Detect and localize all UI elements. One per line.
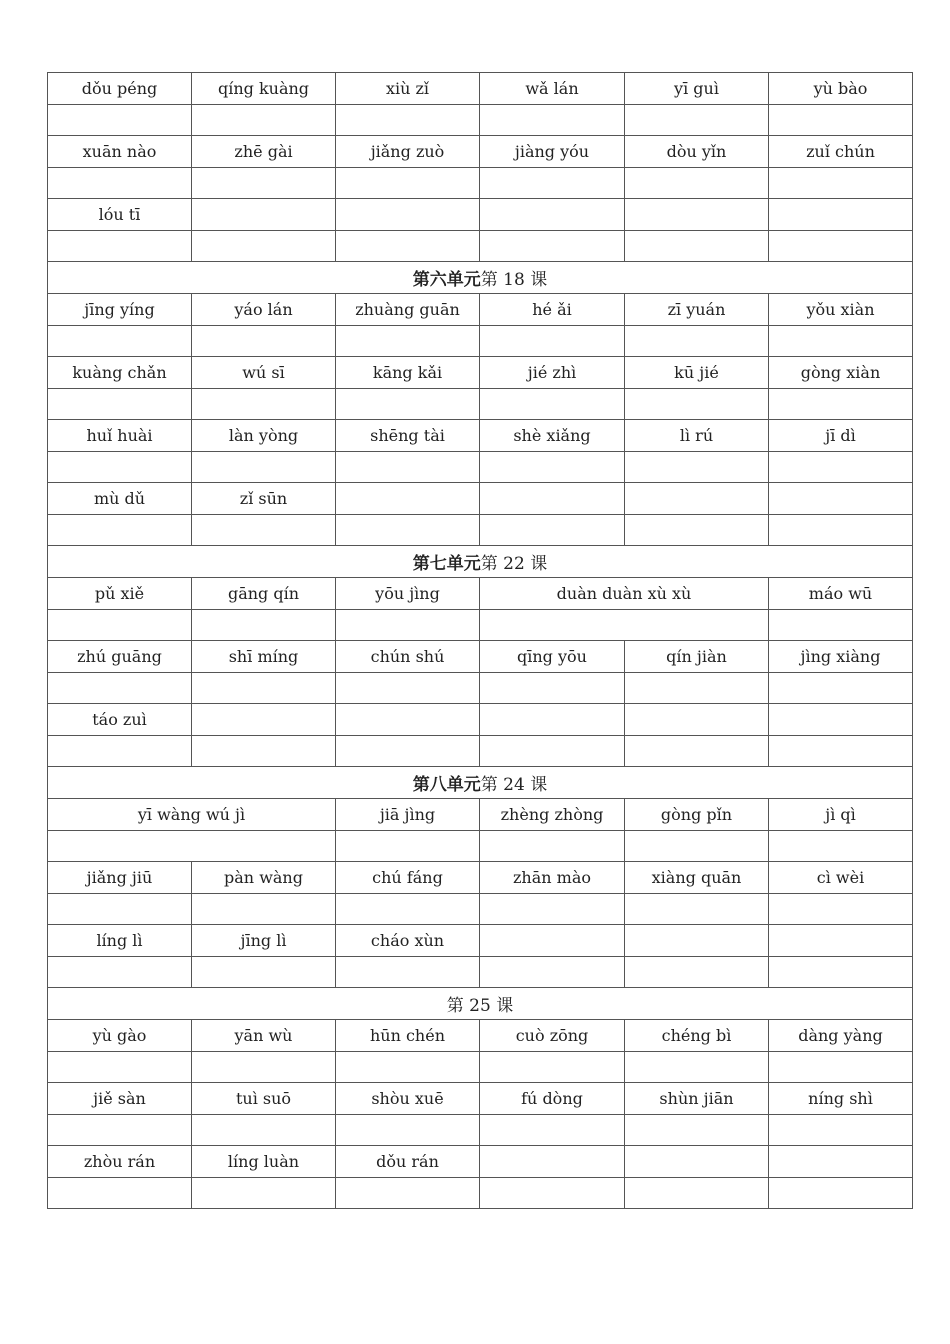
pinyin-cell: dǒu rán [336,1146,480,1178]
answer-box[interactable] [48,1178,192,1209]
pinyin-cell: wú sī [192,357,336,389]
lesson-heading-row [48,767,913,799]
writing-row [48,389,913,420]
answer-box[interactable] [480,389,625,420]
answer-box[interactable] [480,515,625,546]
pinyin-cell: duàn duàn xù xù [480,578,769,610]
answer-box[interactable] [192,957,336,988]
answer-box[interactable] [480,673,625,704]
answer-box[interactable] [769,1115,913,1146]
lesson-heading [48,988,913,1020]
answer-box[interactable] [625,831,769,862]
empty-pinyin-cell [625,925,769,957]
pinyin-cell: gāng qín [192,578,336,610]
answer-box[interactable] [48,389,192,420]
answer-box[interactable] [192,231,336,262]
empty-pinyin-cell [480,1146,625,1178]
pinyin-cell: zī yuán [625,294,769,326]
pinyin-cell: yī wàng wú jì [48,799,336,831]
pinyin-cell: yǒu xiàn [769,294,913,326]
pinyin-cell: zhuàng guān [336,294,480,326]
answer-box[interactable] [336,515,480,546]
answer-box[interactable] [625,894,769,925]
writing-row [48,168,913,199]
pinyin-cell: mù dǔ [48,483,192,515]
pinyin-cell: shī míng [192,641,336,673]
pinyin-cell: zhòu rán [48,1146,192,1178]
answer-box[interactable] [336,957,480,988]
answer-box[interactable] [480,452,625,483]
pinyin-cell: gòng xiàn [769,357,913,389]
pinyin-row [48,1146,913,1178]
lesson-title: 第 25 课 [446,996,514,1016]
answer-box[interactable] [769,894,913,925]
answer-box[interactable] [625,957,769,988]
answer-box[interactable] [336,168,480,199]
answer-box[interactable] [480,1178,625,1209]
answer-box[interactable] [769,673,913,704]
pinyin-cell: níng shì [769,1083,913,1115]
lesson-heading [48,262,913,294]
answer-box[interactable] [192,515,336,546]
answer-box[interactable] [480,894,625,925]
answer-box[interactable] [192,168,336,199]
answer-box[interactable] [625,1178,769,1209]
answer-box[interactable] [769,736,913,767]
pinyin-cell: jié zhì [480,357,625,389]
pinyin-row [48,136,913,168]
pinyin-cell: jīng yíng [48,294,192,326]
pinyin-cell: kū jié [625,357,769,389]
pinyin-row [48,704,913,736]
pinyin-cell: zhèng zhòng [480,799,625,831]
unit-title: 第七单元 [412,554,481,574]
answer-box[interactable] [625,452,769,483]
pinyin-cell: cì wèi [769,862,913,894]
pinyin-cell: xiù zǐ [336,73,480,105]
pinyin-cell: shòu xuē [336,1083,480,1115]
pinyin-cell: yōu jìng [336,578,480,610]
answer-box[interactable] [625,1115,769,1146]
answer-box[interactable] [192,389,336,420]
pinyin-cell: qín jiàn [625,641,769,673]
writing-row [48,1115,913,1146]
answer-box[interactable] [192,452,336,483]
pinyin-cell: làn yòng [192,420,336,452]
answer-box[interactable] [48,105,192,136]
pinyin-cell: lì rú [625,420,769,452]
pinyin-cell: zhú guāng [48,641,192,673]
pinyin-cell: jīng lì [192,925,336,957]
pinyin-cell: máo wū [769,578,913,610]
pinyin-row [48,1083,913,1115]
answer-box[interactable] [769,1052,913,1083]
pinyin-cell: cuò zōng [480,1020,625,1052]
answer-box[interactable] [336,231,480,262]
answer-box[interactable] [336,831,480,862]
answer-box[interactable] [625,515,769,546]
lesson-title: 第 22 课 [480,554,548,574]
pinyin-cell: yù bào [769,73,913,105]
pinyin-cell: chún shú [336,641,480,673]
pinyin-cell: dòu yǐn [625,136,769,168]
answer-box[interactable] [480,1052,625,1083]
pinyin-cell: shēng tài [336,420,480,452]
empty-pinyin-cell [769,704,913,736]
lesson-heading-row [48,262,913,294]
pinyin-cell: chú fáng [336,862,480,894]
pinyin-row [48,1020,913,1052]
answer-box[interactable] [48,957,192,988]
answer-box[interactable] [480,610,769,641]
answer-box[interactable] [48,673,192,704]
answer-box[interactable] [192,326,336,357]
empty-pinyin-cell [625,704,769,736]
pinyin-cell: yáo lán [192,294,336,326]
pinyin-cell: yī guì [625,73,769,105]
writing-row [48,326,913,357]
answer-box[interactable] [480,831,625,862]
answer-box[interactable] [480,736,625,767]
pinyin-row [48,483,913,515]
pinyin-cell: jiǎng jiū [48,862,192,894]
pinyin-cell: huǐ huài [48,420,192,452]
empty-pinyin-cell [480,483,625,515]
pinyin-cell: líng luàn [192,1146,336,1178]
answer-box[interactable] [480,326,625,357]
pinyin-cell: gòng pǐn [625,799,769,831]
answer-box[interactable] [769,105,913,136]
empty-pinyin-cell [336,199,480,231]
answer-box[interactable] [625,1052,769,1083]
writing-row [48,515,913,546]
answer-box[interactable] [48,610,192,641]
pinyin-row [48,73,913,105]
pinyin-cell: zhē gài [192,136,336,168]
lesson-heading-row [48,546,913,578]
pinyin-cell: shè xiǎng [480,420,625,452]
lesson-heading [48,546,913,578]
writing-row [48,610,913,641]
pinyin-cell: kuàng chǎn [48,357,192,389]
pinyin-cell: líng lì [48,925,192,957]
answer-box[interactable] [480,957,625,988]
pinyin-row [48,799,913,831]
writing-row [48,831,913,862]
pinyin-cell: yù gào [48,1020,192,1052]
answer-box[interactable] [192,736,336,767]
empty-pinyin-cell [336,483,480,515]
pinyin-row [48,420,913,452]
pinyin-cell: jī dì [769,420,913,452]
answer-box[interactable] [336,1178,480,1209]
answer-box[interactable] [336,894,480,925]
pinyin-cell: hé ǎi [480,294,625,326]
pinyin-cell: jiā jìng [336,799,480,831]
pinyin-cell: xuān nào [48,136,192,168]
answer-box[interactable] [625,105,769,136]
pinyin-cell: qíng kuàng [192,73,336,105]
answer-box[interactable] [48,452,192,483]
unit-title: 第六单元 [412,270,481,290]
answer-box[interactable] [625,389,769,420]
pinyin-cell: fú dòng [480,1083,625,1115]
empty-pinyin-cell [192,704,336,736]
pinyin-cell: hūn chén [336,1020,480,1052]
answer-box[interactable] [336,1052,480,1083]
answer-box[interactable] [480,168,625,199]
answer-box[interactable] [769,610,913,641]
pinyin-cell: wǎ lán [480,73,625,105]
writing-row [48,957,913,988]
answer-box[interactable] [769,389,913,420]
pinyin-cell: pǔ xiě [48,578,192,610]
pinyin-cell: chéng bì [625,1020,769,1052]
lesson-heading [48,767,913,799]
answer-box[interactable] [336,1115,480,1146]
pinyin-cell: dǒu péng [48,73,192,105]
answer-box[interactable] [480,1115,625,1146]
answer-box[interactable] [769,452,913,483]
empty-pinyin-cell [480,199,625,231]
answer-box[interactable] [769,168,913,199]
answer-box[interactable] [192,673,336,704]
empty-pinyin-cell [336,704,480,736]
answer-box[interactable] [48,168,192,199]
answer-box[interactable] [336,326,480,357]
empty-pinyin-cell [769,199,913,231]
writing-row [48,1178,913,1209]
pinyin-cell: pàn wàng [192,862,336,894]
answer-box[interactable] [769,1178,913,1209]
pinyin-cell: qīng yōu [480,641,625,673]
pinyin-cell: jìng xiàng [769,641,913,673]
answer-box[interactable] [192,1178,336,1209]
writing-row [48,1052,913,1083]
pinyin-row [48,199,913,231]
answer-box[interactable] [769,231,913,262]
empty-pinyin-cell [625,483,769,515]
answer-box[interactable] [48,894,192,925]
pinyin-row [48,862,913,894]
empty-pinyin-cell [625,199,769,231]
writing-row [48,105,913,136]
empty-pinyin-cell [480,925,625,957]
answer-box[interactable] [625,231,769,262]
pinyin-row [48,294,913,326]
lesson-heading-row [48,988,913,1020]
pinyin-cell: jiě sàn [48,1083,192,1115]
pinyin-row [48,357,913,389]
pinyin-cell: lóu tī [48,199,192,231]
answer-box[interactable] [480,231,625,262]
pinyin-cell: zǐ sūn [192,483,336,515]
answer-box[interactable] [769,515,913,546]
empty-pinyin-cell [769,925,913,957]
answer-box[interactable] [336,105,480,136]
pinyin-cell: zhān mào [480,862,625,894]
empty-pinyin-cell [480,704,625,736]
pinyin-cell: xiàng quān [625,862,769,894]
writing-row [48,452,913,483]
empty-pinyin-cell [625,1146,769,1178]
answer-box[interactable] [48,231,192,262]
answer-box[interactable] [48,831,336,862]
pinyin-cell: kāng kǎi [336,357,480,389]
lesson-title: 第 24 课 [480,775,548,795]
writing-row [48,231,913,262]
answer-box[interactable] [625,736,769,767]
pinyin-cell: zuǐ chún [769,136,913,168]
answer-box[interactable] [625,673,769,704]
answer-box[interactable] [769,957,913,988]
pinyin-cell: jiàng yóu [480,136,625,168]
unit-title: 第八单元 [412,775,481,795]
answer-box[interactable] [48,515,192,546]
pinyin-row [48,641,913,673]
empty-pinyin-cell [192,199,336,231]
answer-box[interactable] [192,1052,336,1083]
answer-box[interactable] [192,610,336,641]
pinyin-row [48,925,913,957]
answer-box[interactable] [480,105,625,136]
pinyin-cell: jiǎng zuò [336,136,480,168]
lesson-title: 第 18 课 [480,270,548,290]
answer-box[interactable] [192,1115,336,1146]
answer-box[interactable] [336,452,480,483]
pinyin-cell: táo zuì [48,704,192,736]
answer-box[interactable] [769,831,913,862]
pinyin-worksheet-table [47,72,913,1209]
pinyin-row [48,578,913,610]
answer-box[interactable] [625,326,769,357]
worksheet-body [48,73,913,1209]
answer-box[interactable] [48,1052,192,1083]
writing-row [48,894,913,925]
pinyin-cell: tuì suō [192,1083,336,1115]
answer-box[interactable] [192,894,336,925]
writing-row [48,673,913,704]
pinyin-cell: jì qì [769,799,913,831]
writing-row [48,736,913,767]
pinyin-cell: yān wù [192,1020,336,1052]
answer-box[interactable] [48,736,192,767]
empty-pinyin-cell [769,1146,913,1178]
answer-box[interactable] [48,1115,192,1146]
empty-pinyin-cell [769,483,913,515]
pinyin-cell: shùn jiān [625,1083,769,1115]
answer-box[interactable] [336,736,480,767]
answer-box[interactable] [192,105,336,136]
pinyin-cell: cháo xùn [336,925,480,957]
answer-box[interactable] [336,673,480,704]
pinyin-cell: dàng yàng [769,1020,913,1052]
answer-box[interactable] [625,168,769,199]
answer-box[interactable] [336,610,480,641]
answer-box[interactable] [769,326,913,357]
answer-box[interactable] [336,389,480,420]
answer-box[interactable] [48,326,192,357]
